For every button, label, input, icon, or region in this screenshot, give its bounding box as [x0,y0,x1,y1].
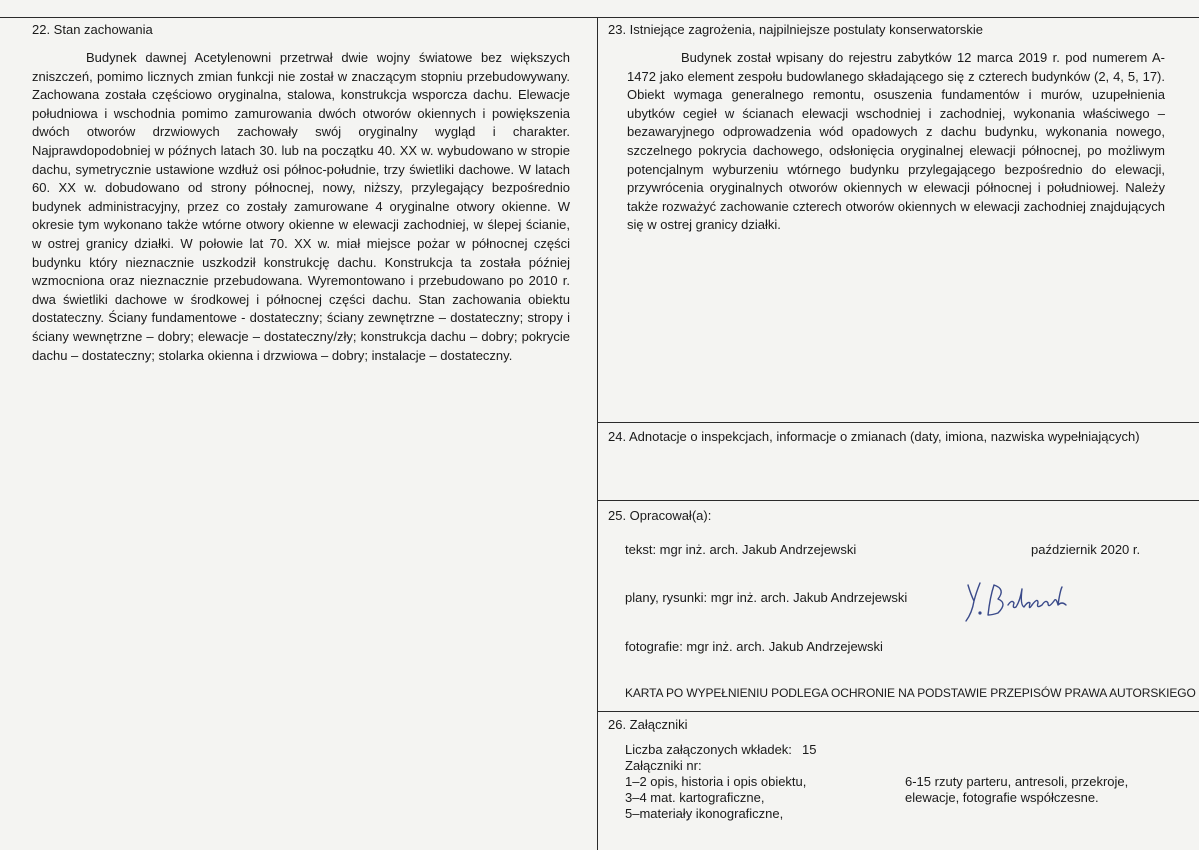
column-divider [597,17,598,850]
top-border [0,17,1199,18]
attachments-list-label: Załączniki nr: [625,758,702,773]
section-23-heading: 23. Istniejące zagrożenia, najpilniejsze postulaty konserwatorskie [608,22,984,37]
section-23-paragraph: Budynek został wpisany do rejestru zabytków 12 marca 2019 r. pod numerem A-1472 jako element zespołu budowlanego składającego się z czterech budynków (2, 4, 5, 17). Obiekt wymaga generalnego remontu, osuszenia fundamentów i murów, uzupełnienia ubytków cegieł w ścianach elewacji wschodniej i zachodniej, wykonania właściwego – bezawaryjnego odprowadzenia wód opadowych z dachu budynku, wykonania nowego, szczelnego pokrycia dachowego, odsłonięcia oryginalnej elewacji północnej, po możliwym potencjalnym wyburzeniu wtórnego budynku przylegającego bezpośrednio do elewacji, przywrócenia oryginalnych otworów okiennych w elewacji północnej i południowej. Należy także rozważyć zachowanie czterech otworów okiennych w elewacji zachodniej znajdujących się w ostrej granicy działki. [627,50,1165,233]
section-26-heading: 26. Załączniki [608,717,688,732]
section-22-heading: 22. Stan zachowania [32,22,153,37]
attachment-item: elewacje, fotografie współczesne. [905,790,1099,805]
attachment-item: 5–materiały ikonograficzne, [625,806,784,821]
date-text: październik 2020 r. [1031,542,1141,557]
section-25-heading: 25. Opracował(a): [608,508,712,523]
copyright-notice: KARTA PO WYPEŁNIENIU PODLEGA OCHRONIE NA PODSTAWIE PRZEPISÓW PRAWA AUTORSKIEGO [625,686,1196,700]
attachments-count-label: Liczba załączonych wkładek: [625,742,792,757]
attachment-item: 6-15 rzuty parteru, antresoli, przekroje, [905,774,1129,789]
divider-25-26 [597,711,1199,712]
attachment-item: 3–4 mat. kartograficzne, [625,790,765,805]
author-photos: fotografie: mgr inż. arch. Jakub Andrzejewski [625,639,883,654]
attachment-item: 1–2 opis, historia i opis obiektu, [625,774,807,789]
author-plans: plany, rysunki: mgr inż. arch. Jakub Andrzejewski [625,590,908,605]
divider-23-24 [597,422,1199,423]
author-text: tekst: mgr inż. arch. Jakub Andrzejewski [625,542,857,557]
divider-24-25 [597,500,1199,501]
section-24-heading: 24. Adnotacje o inspekcjach, informacje o zmianach (daty, imiona, nazwiska wypełniających) [608,429,1140,444]
signature-image [958,575,1078,625]
attachments-count: 15 [802,742,817,757]
section-22-paragraph: Budynek dawnej Acetylenowni przetrwał dwie wojny światowe bez większych zniszczeń, pomimo licznych zmian funkcji nie został w znaczącym stopniu przebudowywany. Zachowana została częściowo oryginalna, stalowa, konstrukcja wsporcza dachu. Elewacje południowa i wschodnia pomimo zamurowania dwóch otworów okiennych i powiększenia dwóch otworów drzwiowych zachowały swój oryginalny wygląd i charakter. Najprawdopodobniej w późnych latach 30. lub na początku 40. XX w. wybudowano w stropie dachu, symetrycznie ustawione wzdłuż osi północ-południe, trzy świetliki dachowe. W latach 60. XX w. dobudowano od strony północnej, nowy, niższy, przylegający bezpośrednio budynek administracyjny, przez co zostały zamurowane 4 oryginalne otwory okienne. W okresie tym wykonano także wtórne otwory okienne w elewacji zachodniej, w ślepej ścianie, w ostrej granicy działki. W połowie lat 70. XX w. miał miejsce pożar w północnej części budynku który nieznacznie uszkodził konstrukcję dachu. Konstrukcja ta została później wzmocniona oraz nieznacznie przebudowana. Wyremontowano i przebudowano po 2010 r. dwa świetliki dachowe w środkowej i północnej części dachu. Stan zachowania obiektu dostateczny. Ściany fundamentowe - dostateczny; ściany zewnętrzne – dostateczny; stropy i ściany wewnętrzne – dobry; elewacje – dostateczny/zły; konstrukcja dachu – dobry; pokrycie dachu – dostateczny; stolarka okienna i drzwiowa – dobry; instalacje – dostateczny. [32,50,570,363]
